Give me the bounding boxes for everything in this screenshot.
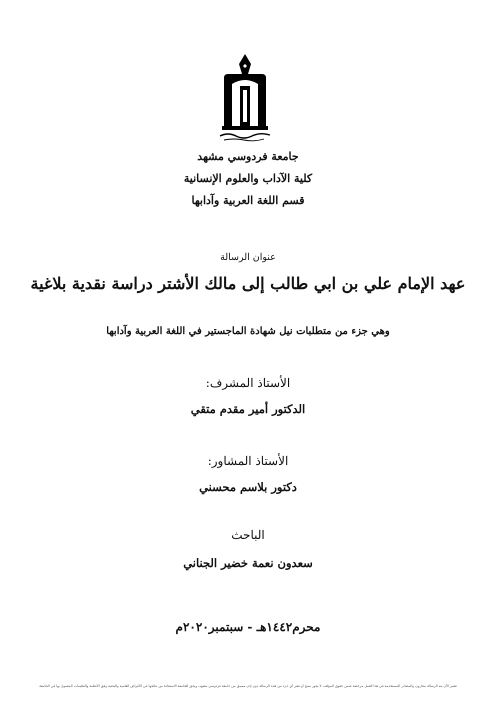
university-name: جامعة فردوسي مشهد (197, 150, 299, 163)
degree-note: وهي جزء من متطلبات نيل شهادة الماجستير في اللغة العربية وآدابها (106, 326, 390, 337)
advisor-name: دكتور بلاسم محسني (199, 480, 297, 494)
advisor-label: الأستاذ المشاور: (207, 454, 289, 468)
department-name: قسم اللغة العربية وآدابها (191, 194, 305, 207)
supervisor-label: الأستاذ المشرف: (205, 376, 291, 390)
researcher-name: سعدون نعمة خضير الجناني (183, 556, 313, 570)
faculty-name: كلية الآداب والعلوم الإنسانية (183, 172, 313, 185)
footer-note: تشير الآن بنه الرسالة مجارون والمصادر المستخدمة في هذا العمل مرخصة ضمن حقوق المؤلف، لا يجوز نسخ أو نشر أي جزء من هذه الرسالة دون إذن مسبق من جامعة فردوسي مشهد، ويحق للجامعة الاستفادة من نتائجها في الأغراض العلمية والبحثية وفق الأنظمة والتعليمات المعمول بها في الجامعة (39, 684, 457, 688)
thesis-date: محرم١٤٤٢هـ - سبتمبر٢٠٢٠م (175, 620, 321, 634)
supervisor-name: الدكتور أمير مقدم متقي (190, 402, 306, 416)
thesis-title-label: عنوان الرسالة (220, 252, 276, 263)
researcher-label: الباحث (231, 528, 265, 542)
thesis-title: عهد الإمام علي بن ابي طالب إلى مالك الأشتر دراسة نقدية بلاغية (30, 274, 466, 293)
university-logo-icon (214, 52, 276, 142)
